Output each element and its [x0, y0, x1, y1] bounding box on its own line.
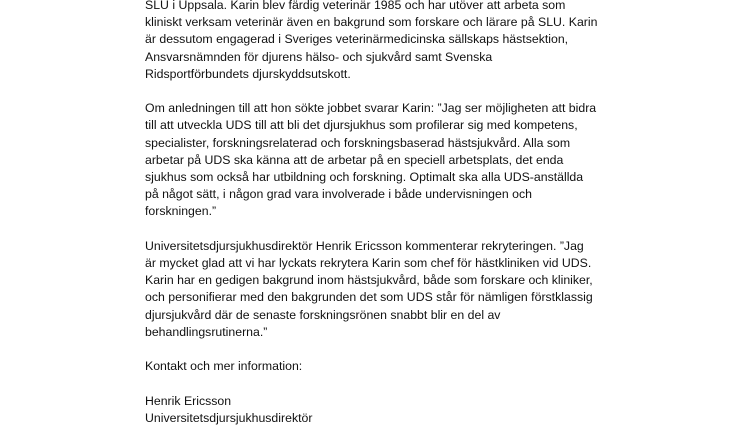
text-line: arbetar på UDS ska känna att de arbetar på en speciell arbetsplats, det enda — [145, 152, 564, 167]
paragraph-karin-quote — [145, 100, 615, 220]
text-line: är mycket glad att vi har lyckats rekrytera Karin som chef för hästkliniken vid UDS. — [145, 256, 592, 271]
paragraph-background — [145, 0, 615, 83]
text-line: Om anledningen till att hon sökte jobbet svarar Karin: ”Jag ser möjligheten att bidra — [145, 101, 597, 116]
text-line: Ansvarsnämnden för djurens hälso- och sjukvård samt Svenska — [145, 49, 493, 64]
contact-details — [145, 393, 615, 427]
text-line: sjukhus som också har utbildning och forskning. Optimalt ska alla UDS-anställda — [145, 170, 584, 185]
text-line: forskningen.” — [145, 204, 217, 219]
text-line: Universitetsdjursjukhusdirektör Henrik Ericsson kommenterar rekryteringen. ”Jag — [145, 238, 584, 253]
contact-role: Universitetsdjursjukhusdirektör — [145, 410, 313, 425]
paragraph-director-quote — [145, 238, 615, 341]
text-line: SLU i Uppsala. Karin blev färdig veterinär 1985 och har utöver att arbeta som — [145, 0, 566, 12]
text-line: Kontakt och mer information: — [145, 359, 303, 374]
contact-heading — [145, 358, 615, 375]
text-line: kliniskt verksam veterinär även en bakgrund som forskare och lärare på SLU. Karin — [145, 15, 598, 30]
text-line: på något sätt, i någon grad vara involverade i både undervisningen och — [145, 187, 532, 202]
text-line: till att utveckla UDS till att bli det djursjukhus som profilerar sig med kompetens, — [145, 118, 578, 133]
contact-name: Henrik Ericsson — [145, 393, 232, 408]
text-line: Ridsportförbundets djurskyddsutskott. — [145, 66, 351, 81]
text-line: är dessutom engagerad i Sveriges veterinärmedicinska sällskaps hästsektion, — [145, 32, 569, 47]
text-line: djursjukvård där de senaste forskningsrönen snabbt blir en del av — [145, 307, 501, 322]
text-line: och personifierar med den bakgrunden det som UDS står för nämligen förstklassig — [145, 290, 593, 305]
text-line: specialister, forskningsrelaterad och forskningsbaserad hästsjukvård. Alla som — [145, 135, 571, 150]
text-line: behandlingsrutinerna.” — [145, 324, 268, 339]
document-body — [145, 0, 615, 427]
text-line: Karin har en gedigen bakgrund inom hästsjukvård, både som forskare och kliniker, — [145, 273, 593, 288]
